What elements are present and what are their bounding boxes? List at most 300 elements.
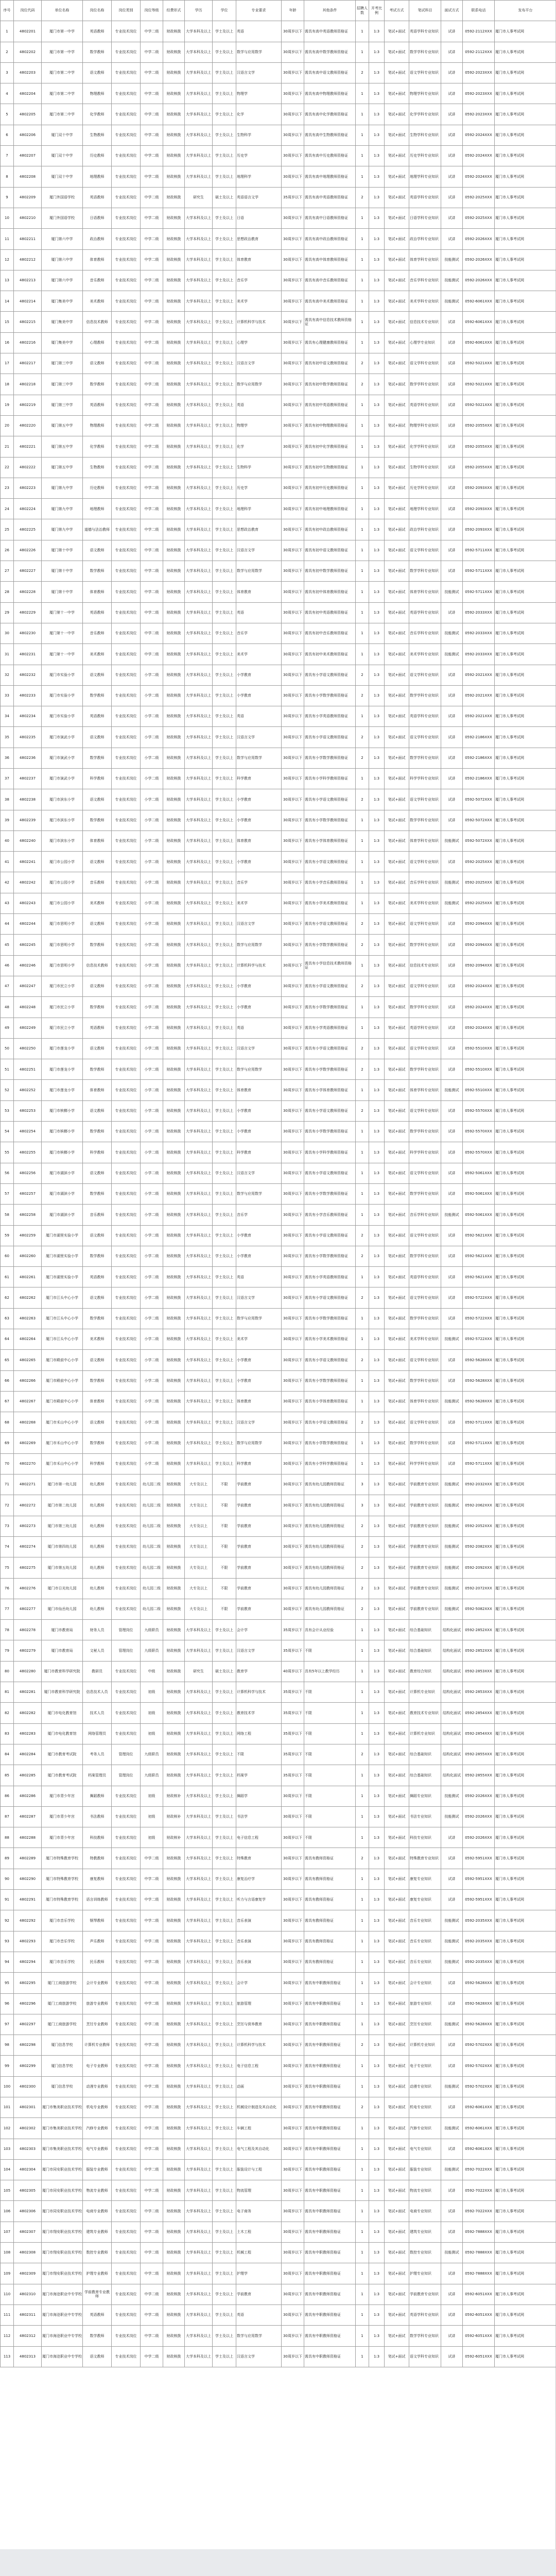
table-cell[interactable]: 厦门信息学校 xyxy=(42,2035,83,2056)
table-cell[interactable]: 音乐学科专业知识 xyxy=(409,623,441,643)
table-cell[interactable]: 财政核拨 xyxy=(163,685,185,706)
table-cell[interactable]: 需具有中职教师资格证 xyxy=(304,2326,356,2346)
table-cell[interactable]: 厦门市人事考试网 xyxy=(495,2159,556,2180)
table-cell[interactable]: 笔试+面试 xyxy=(385,810,409,831)
table-cell[interactable]: 中学二级 xyxy=(141,2118,163,2139)
table-cell[interactable]: 0592-2093XXX xyxy=(463,499,495,519)
table-cell[interactable]: 大学本科及以上 xyxy=(185,1433,213,1453)
table-cell[interactable]: 专业技术岗位 xyxy=(112,1703,141,1723)
table-cell[interactable]: 学士及以上 xyxy=(213,42,236,62)
table-cell[interactable]: 笔试+面试 xyxy=(385,2304,409,2325)
table-cell[interactable]: 生物科学 xyxy=(236,125,282,145)
table-cell[interactable]: 语文学科专业知识 xyxy=(409,62,441,83)
table-cell[interactable]: 英语教师 xyxy=(83,602,112,623)
table-cell[interactable]: 厦门市滨东小学 xyxy=(42,831,83,851)
header-cell[interactable]: 岗位类别 xyxy=(112,1,141,21)
table-cell[interactable]: 1 xyxy=(356,2326,369,2346)
table-cell[interactable]: 不限 xyxy=(213,1599,236,1619)
table-cell[interactable]: 学士及以上 xyxy=(213,1100,236,1121)
table-cell[interactable]: 专业技术岗位 xyxy=(112,1599,141,1619)
table-cell[interactable]: 学士及以上 xyxy=(213,872,236,893)
table-cell[interactable]: 财政核拨 xyxy=(163,2180,185,2201)
table-cell[interactable]: 财政核拨 xyxy=(163,1599,185,1619)
table-cell[interactable]: 小学二级 xyxy=(141,1100,163,1121)
table-cell[interactable]: 厦门市音乐学校 xyxy=(42,1952,83,1972)
table-cell[interactable]: 4802251 xyxy=(14,1059,42,1080)
table-cell[interactable]: 厦门市人事考试网 xyxy=(495,1931,556,1952)
table-cell[interactable]: 笔试+面试 xyxy=(385,582,409,602)
table-cell[interactable]: 化学 xyxy=(236,436,282,457)
table-cell[interactable]: 学士及以上 xyxy=(213,1703,236,1723)
table-cell[interactable]: 中学二级 xyxy=(141,2326,163,2346)
table-cell[interactable]: 笔试+面试 xyxy=(385,104,409,125)
table-cell[interactable]: 中学二级 xyxy=(141,83,163,104)
table-cell[interactable]: 生物学科专业知识 xyxy=(409,125,441,145)
table-cell[interactable]: 音乐学科专业知识 xyxy=(409,270,441,291)
table-cell[interactable]: 厦门市禾山中心小学 xyxy=(42,1453,83,1474)
table-cell[interactable]: 语文教师 xyxy=(83,1225,112,1246)
table-cell[interactable]: 财政核拨 xyxy=(163,1433,185,1453)
table-cell[interactable]: 财政核拨 xyxy=(163,1931,185,1952)
table-cell[interactable]: 专业技术岗位 xyxy=(112,2056,141,2076)
table-cell[interactable]: 专业技术岗位 xyxy=(112,2263,141,2284)
table-cell[interactable]: 财政核拨 xyxy=(163,540,185,561)
table-cell[interactable]: 试讲 xyxy=(441,2222,463,2242)
table-cell[interactable]: 厦门市思明小学 xyxy=(42,935,83,955)
table-cell[interactable]: 108 xyxy=(1,2243,14,2263)
table-cell[interactable]: 财政核拨 xyxy=(163,332,185,353)
table-cell[interactable]: 0592-2854XXX xyxy=(463,1703,495,1723)
table-cell[interactable]: 厦门市人事考试网 xyxy=(495,1620,556,1640)
table-cell[interactable]: 需具有小学数学教师资格证 xyxy=(304,685,356,706)
table-cell[interactable]: 30周岁以下 xyxy=(282,602,304,623)
table-cell[interactable]: 厦门市翔安职业技术学校 xyxy=(42,2222,83,2242)
table-cell[interactable]: 1 xyxy=(356,1993,369,2014)
header-cell[interactable]: 考试方式 xyxy=(385,1,409,21)
table-cell[interactable]: 试讲 xyxy=(441,2035,463,2056)
table-cell[interactable]: 学士及以上 xyxy=(213,208,236,228)
table-cell[interactable]: 小学二级 xyxy=(141,893,163,913)
table-cell[interactable]: 0592-2852XXX xyxy=(463,1620,495,1640)
table-cell[interactable]: 大学本科及以上 xyxy=(185,374,213,395)
table-cell[interactable]: 技能测试 xyxy=(441,2014,463,2035)
header-cell[interactable]: 年龄 xyxy=(282,1,304,21)
table-cell[interactable]: 小学二级 xyxy=(141,1308,163,1329)
table-cell[interactable]: 厦门市江头中心小学 xyxy=(42,1287,83,1308)
table-cell[interactable]: 1 xyxy=(356,1080,369,1100)
table-cell[interactable]: 科技教师 xyxy=(83,1827,112,1848)
table-cell[interactable]: 厦门市演武小学 xyxy=(42,727,83,748)
table-cell[interactable]: 0592-2025XXX xyxy=(463,852,495,872)
table-cell[interactable]: 学士及以上 xyxy=(213,768,236,789)
table-cell[interactable]: 笔试+面试 xyxy=(385,2014,409,2035)
table-cell[interactable]: 厦门市人事考试网 xyxy=(495,436,556,457)
table-cell[interactable]: 技能测试 xyxy=(441,1806,463,1827)
table-cell[interactable]: 0592-2023XXX xyxy=(463,62,495,83)
table-cell[interactable]: 厦门市人事考试网 xyxy=(495,125,556,145)
table-cell[interactable]: 学士及以上 xyxy=(213,1827,236,1848)
table-cell[interactable]: 笔试+面试 xyxy=(385,1308,409,1329)
table-cell[interactable]: 音乐学科专业知识 xyxy=(409,1205,441,1225)
table-cell[interactable]: 中学二级 xyxy=(141,1952,163,1972)
header-cell[interactable]: 岗位代码 xyxy=(14,1,42,21)
table-cell[interactable]: 1:3 xyxy=(369,2346,385,2367)
table-cell[interactable]: 厦门市人事考试网 xyxy=(495,789,556,810)
table-cell[interactable]: 幼儿园二级 xyxy=(141,1557,163,1578)
table-cell[interactable]: 财政核拨 xyxy=(163,1910,185,1931)
table-cell[interactable]: 30周岁以下 xyxy=(282,2243,304,2263)
table-cell[interactable]: 幼儿教师 xyxy=(83,1599,112,1619)
table-cell[interactable]: 学士及以上 xyxy=(213,1952,236,1972)
table-cell[interactable]: 学士及以上 xyxy=(213,2304,236,2325)
table-cell[interactable]: 学士及以上 xyxy=(213,229,236,249)
table-cell[interactable]: 需具有小学英语教师资格证 xyxy=(304,1018,356,1038)
table-cell[interactable]: 1:3 xyxy=(369,1931,385,1952)
table-cell[interactable]: 大学本科及以上 xyxy=(185,1287,213,1308)
table-cell[interactable]: 笔试+面试 xyxy=(385,166,409,187)
table-cell[interactable]: 中学二级 xyxy=(141,2139,163,2159)
table-cell[interactable]: 4802229 xyxy=(14,602,42,623)
table-cell[interactable]: 30周岁以下 xyxy=(282,395,304,415)
table-cell[interactable]: 中学二级 xyxy=(141,2014,163,2035)
table-cell[interactable]: 0592-5628XXX xyxy=(463,1370,495,1391)
table-cell[interactable]: 幼儿教师 xyxy=(83,1475,112,1495)
table-cell[interactable]: 试讲 xyxy=(441,810,463,831)
table-cell[interactable]: 小学二级 xyxy=(141,1433,163,1453)
table-cell[interactable]: 厦门市人事考试网 xyxy=(495,2139,556,2159)
table-cell[interactable]: 0592-2112XXX xyxy=(463,21,495,42)
table-cell[interactable]: 厦门市人事考试网 xyxy=(495,415,556,436)
table-cell[interactable]: 30周岁以下 xyxy=(282,2201,304,2222)
table-cell[interactable]: 4802252 xyxy=(14,1080,42,1100)
table-cell[interactable]: 需具有小学数学教师资格证 xyxy=(304,1308,356,1329)
table-cell[interactable]: 1 xyxy=(356,831,369,851)
table-cell[interactable]: 4802260 xyxy=(14,1246,42,1266)
table-cell[interactable]: 大学本科及以上 xyxy=(185,602,213,623)
table-cell[interactable]: 结构化面试 xyxy=(441,1703,463,1723)
table-cell[interactable]: 30周岁以下 xyxy=(282,540,304,561)
table-cell[interactable]: 厦门市人事考试网 xyxy=(495,1703,556,1723)
table-cell[interactable]: 30周岁以下 xyxy=(282,2118,304,2139)
table-cell[interactable]: 厦门市第二中学 xyxy=(42,62,83,83)
table-cell[interactable]: 笔试+面试 xyxy=(385,1620,409,1640)
table-cell[interactable]: 网络工程 xyxy=(236,1723,282,1744)
table-cell[interactable]: 笔试+面试 xyxy=(385,249,409,270)
table-cell[interactable]: 试讲 xyxy=(441,21,463,42)
table-cell[interactable]: 笔试+面试 xyxy=(385,146,409,166)
table-cell[interactable]: 试讲 xyxy=(441,499,463,519)
table-cell[interactable]: 30周岁以下 xyxy=(282,1495,304,1516)
table-cell[interactable]: 语文教师 xyxy=(83,1100,112,1121)
table-cell[interactable]: 1 xyxy=(356,1620,369,1640)
table-cell[interactable]: 小学二级 xyxy=(141,1080,163,1100)
table-cell[interactable]: 0592-2021XXX xyxy=(463,706,495,727)
table-cell[interactable]: 厦门市人事考试网 xyxy=(495,270,556,291)
table-cell[interactable]: 1:3 xyxy=(369,1723,385,1744)
table-cell[interactable]: 大学本科及以上 xyxy=(185,935,213,955)
table-cell[interactable]: 试讲 xyxy=(441,1038,463,1059)
table-cell[interactable]: 美术学 xyxy=(236,1329,282,1350)
table-cell[interactable]: 30周岁以下 xyxy=(282,1890,304,1910)
table-cell[interactable]: 专业技术岗位 xyxy=(112,540,141,561)
table-cell[interactable]: 厦门第十中学 xyxy=(42,540,83,561)
table-cell[interactable]: 财政核拨 xyxy=(163,2326,185,2346)
table-cell[interactable]: 2 xyxy=(356,353,369,374)
table-cell[interactable]: 1 xyxy=(356,602,369,623)
table-cell[interactable]: 需具有小学数学教师资格证 xyxy=(304,1059,356,1080)
table-cell[interactable]: 4802219 xyxy=(14,395,42,415)
table-cell[interactable]: 0592-5711XXX xyxy=(463,582,495,602)
table-cell[interactable]: 物理学科专业知识 xyxy=(409,83,441,104)
table-cell[interactable]: 笔试+面试 xyxy=(385,1993,409,2014)
table-cell[interactable]: 试讲 xyxy=(441,1453,463,1474)
table-cell[interactable]: 需具有高中英语教师资格证 xyxy=(304,21,356,42)
table-cell[interactable]: 硕士及以上 xyxy=(213,187,236,208)
table-cell[interactable]: 学士及以上 xyxy=(213,1038,236,1059)
table-cell[interactable]: 需具有教师资格证 xyxy=(304,1910,356,1931)
table-cell[interactable]: 35周岁以下 xyxy=(282,1682,304,1703)
table-cell[interactable]: 数学学科专业知识 xyxy=(409,2326,441,2346)
table-cell[interactable]: 笔试+面试 xyxy=(385,1910,409,1931)
table-cell[interactable]: 专业技术岗位 xyxy=(112,1059,141,1080)
table-cell[interactable]: 学士及以上 xyxy=(213,1786,236,1806)
table-cell[interactable]: 30周岁以下 xyxy=(282,665,304,685)
table-cell[interactable]: 4802205 xyxy=(14,104,42,125)
table-cell[interactable]: 需具有高中体育教师资格证 xyxy=(304,249,356,270)
table-cell[interactable]: 美术学科专业知识 xyxy=(409,893,441,913)
table-cell[interactable]: 30周岁以下 xyxy=(282,623,304,643)
table-cell[interactable]: 中学二级 xyxy=(141,478,163,498)
table-cell[interactable]: 化学教师 xyxy=(83,436,112,457)
table-cell[interactable]: 73 xyxy=(1,1516,14,1536)
table-cell[interactable]: 30周岁以下 xyxy=(282,893,304,913)
table-cell[interactable]: 厦门市人事考试网 xyxy=(495,1329,556,1350)
table-cell[interactable]: 语文教师 xyxy=(83,852,112,872)
table-cell[interactable]: 笔试+面试 xyxy=(385,312,409,332)
table-cell[interactable]: 财政核拨 xyxy=(163,374,185,395)
table-cell[interactable]: 物流管理 xyxy=(236,2180,282,2201)
table-cell[interactable]: 0592-2055XXX xyxy=(463,457,495,478)
table-cell[interactable]: 体育教育 xyxy=(236,1391,282,1412)
table-cell[interactable]: 0592-5628XXX xyxy=(463,1350,495,1370)
table-cell[interactable]: 0592-2026XXX xyxy=(463,1806,495,1827)
table-cell[interactable]: 1:3 xyxy=(369,935,385,955)
table-cell[interactable]: 厦门市湖里实验小学 xyxy=(42,1267,83,1287)
table-cell[interactable]: 厦门市人事考试网 xyxy=(495,2014,556,2035)
table-cell[interactable]: 学士及以上 xyxy=(213,291,236,312)
table-cell[interactable]: 地理科学 xyxy=(236,166,282,187)
table-cell[interactable]: 4802215 xyxy=(14,312,42,332)
table-cell[interactable]: 学士及以上 xyxy=(213,1122,236,1142)
table-cell[interactable]: 体育学科专业知识 xyxy=(409,249,441,270)
table-cell[interactable]: 0592-5570XXX xyxy=(463,1122,495,1142)
table-cell[interactable]: 化学教师 xyxy=(83,104,112,125)
table-cell[interactable]: 专业技术岗位 xyxy=(112,1225,141,1246)
table-cell[interactable]: 综合基础知识 xyxy=(409,1640,441,1661)
table-cell[interactable]: 专业技术岗位 xyxy=(112,499,141,519)
table-cell[interactable]: 需具有幼儿园教师资格证 xyxy=(304,1578,356,1599)
table-cell[interactable]: 历史学科专业知识 xyxy=(409,478,441,498)
table-cell[interactable]: 财政核拨 xyxy=(163,1018,185,1038)
table-cell[interactable]: 0592-2033XXX xyxy=(463,644,495,665)
table-cell[interactable]: 数学学科专业知识 xyxy=(409,1246,441,1266)
table-cell[interactable]: 30周岁以下 xyxy=(282,1993,304,2014)
table-cell[interactable]: 电子商务 xyxy=(236,2201,282,2222)
table-cell[interactable]: 大学本科及以上 xyxy=(185,2097,213,2117)
table-cell[interactable]: 1 xyxy=(356,1453,369,1474)
header-cell[interactable]: 经费形式 xyxy=(163,1,185,21)
table-cell[interactable]: 1 xyxy=(356,1931,369,1952)
table-cell[interactable]: 大学本科及以上 xyxy=(185,332,213,353)
table-cell[interactable]: 1:3 xyxy=(369,187,385,208)
table-cell[interactable]: 2 xyxy=(356,1246,369,1266)
table-cell[interactable]: 0592-5072XXX xyxy=(463,810,495,831)
table-cell[interactable]: 需具有初中地理教师资格证 xyxy=(304,499,356,519)
table-cell[interactable]: 厦门市槟榔小学 xyxy=(42,1142,83,1163)
table-cell[interactable]: 汉语言文学 xyxy=(236,540,282,561)
table-cell[interactable]: 财政核拨 xyxy=(163,62,185,83)
table-cell[interactable]: 厦门市人事考试网 xyxy=(495,312,556,332)
table-cell[interactable]: 数学学科专业知识 xyxy=(409,561,441,582)
table-cell[interactable]: 小学教育 xyxy=(236,976,282,996)
table-cell[interactable]: 大学本科及以上 xyxy=(185,1412,213,1433)
table-cell[interactable]: 中学二级 xyxy=(141,270,163,291)
table-cell[interactable]: 64 xyxy=(1,1329,14,1350)
table-cell[interactable]: 计算机专业知识 xyxy=(409,2035,441,2056)
table-cell[interactable]: 17 xyxy=(1,353,14,374)
table-cell[interactable]: 计算机科学与技术 xyxy=(236,312,282,332)
table-cell[interactable]: 数控专业教师 xyxy=(83,2243,112,2263)
table-cell[interactable]: 0592-7022XXX xyxy=(463,2159,495,2180)
table-cell[interactable]: 厦门市思明小学 xyxy=(42,955,83,976)
table-cell[interactable]: 笔试+面试 xyxy=(385,1225,409,1246)
table-cell[interactable]: 学士及以上 xyxy=(213,789,236,810)
table-cell[interactable]: 试讲 xyxy=(441,125,463,145)
table-cell[interactable]: 信息技术教师 xyxy=(83,955,112,976)
table-cell[interactable]: 技能测试 xyxy=(441,1329,463,1350)
table-cell[interactable]: 学士及以上 xyxy=(213,914,236,935)
table-cell[interactable]: 专业技术岗位 xyxy=(112,1391,141,1412)
table-cell[interactable]: 专业技术岗位 xyxy=(112,1100,141,1121)
table-cell[interactable]: 技能测试 xyxy=(441,1557,463,1578)
table-cell[interactable]: 中学二级 xyxy=(141,208,163,228)
table-cell[interactable]: 学士及以上 xyxy=(213,125,236,145)
table-cell[interactable]: 1 xyxy=(356,852,369,872)
table-cell[interactable]: 试讲 xyxy=(441,1370,463,1391)
table-cell[interactable]: 4802269 xyxy=(14,1433,42,1453)
table-cell[interactable]: 厦门市人事考试网 xyxy=(495,21,556,42)
table-cell[interactable]: 数学教师 xyxy=(83,1183,112,1204)
table-cell[interactable]: 需具有中职教师资格证 xyxy=(304,2076,356,2097)
table-cell[interactable]: 0592-2186XXX xyxy=(463,727,495,748)
table-cell[interactable]: 30周岁以下 xyxy=(282,353,304,374)
table-cell[interactable]: 厦门市人事考试网 xyxy=(495,229,556,249)
table-cell[interactable]: 学士及以上 xyxy=(213,1890,236,1910)
table-cell[interactable]: 专业技术岗位 xyxy=(112,1453,141,1474)
table-cell[interactable]: 初级 xyxy=(141,1786,163,1806)
table-cell[interactable]: 专业技术岗位 xyxy=(112,42,141,62)
table-cell[interactable]: 2 xyxy=(356,665,369,685)
table-cell[interactable]: 生物教师 xyxy=(83,125,112,145)
table-cell[interactable]: 30周岁以下 xyxy=(282,935,304,955)
table-cell[interactable]: 56 xyxy=(1,1163,14,1183)
table-cell[interactable]: 30周岁以下 xyxy=(282,1122,304,1142)
table-cell[interactable]: 幼儿教师 xyxy=(83,1495,112,1516)
table-cell[interactable]: 试讲 xyxy=(441,1100,463,1121)
table-cell[interactable]: 中学二级 xyxy=(141,2222,163,2242)
table-cell[interactable]: 语言训练教师 xyxy=(83,1890,112,1910)
table-cell[interactable]: 1 xyxy=(356,229,369,249)
table-cell[interactable]: 4802210 xyxy=(14,208,42,228)
table-cell[interactable]: 财政核补 xyxy=(163,1806,185,1827)
table-cell[interactable]: 30周岁以下 xyxy=(282,976,304,996)
table-cell[interactable]: 1:3 xyxy=(369,1391,385,1412)
table-cell[interactable]: 1 xyxy=(356,2263,369,2284)
table-cell[interactable]: 厦门市人事考试网 xyxy=(495,291,556,312)
table-cell[interactable]: 服装专业教师 xyxy=(83,2159,112,2180)
table-cell[interactable]: 专业技术岗位 xyxy=(112,1495,141,1516)
table-cell[interactable]: 1:3 xyxy=(369,2263,385,2284)
table-cell[interactable]: 财政核拨 xyxy=(163,1536,185,1557)
table-cell[interactable]: 77 xyxy=(1,1599,14,1619)
table-cell[interactable]: 财政核拨 xyxy=(163,1163,185,1183)
table-cell[interactable]: 财政核拨 xyxy=(163,1578,185,1599)
table-cell[interactable]: 试讲 xyxy=(441,602,463,623)
table-cell[interactable]: 幼儿园二级 xyxy=(141,1536,163,1557)
table-cell[interactable]: 需具有初中化学教师资格证 xyxy=(304,436,356,457)
table-cell[interactable]: 数学教师 xyxy=(83,561,112,582)
table-cell[interactable]: 厦门市人事考试网 xyxy=(495,602,556,623)
table-cell[interactable]: 笔试+面试 xyxy=(385,1122,409,1142)
table-cell[interactable]: 2 xyxy=(356,1578,369,1599)
table-cell[interactable]: 1:3 xyxy=(369,208,385,228)
table-cell[interactable]: 1:3 xyxy=(369,1827,385,1848)
table-cell[interactable]: 综合基础知识 xyxy=(409,1765,441,1786)
table-cell[interactable]: 厦门市人事考试网 xyxy=(495,1723,556,1744)
table-cell[interactable]: 厦门第十一中学 xyxy=(42,602,83,623)
table-cell[interactable]: 财政核拨 xyxy=(163,831,185,851)
table-cell[interactable]: 20 xyxy=(1,415,14,436)
table-cell[interactable]: 需具有小学数学教师资格证 xyxy=(304,1433,356,1453)
table-cell[interactable]: 试讲 xyxy=(441,1225,463,1246)
table-cell[interactable]: 数学教师 xyxy=(83,1433,112,1453)
table-cell[interactable]: 30周岁以下 xyxy=(282,1329,304,1350)
table-cell[interactable]: 大学本科及以上 xyxy=(185,2222,213,2242)
table-cell[interactable]: 厦门双十中学 xyxy=(42,146,83,166)
table-cell[interactable]: 学前教育 xyxy=(236,1495,282,1516)
table-cell[interactable]: 初级 xyxy=(141,1723,163,1744)
table-cell[interactable]: 试讲 xyxy=(441,104,463,125)
table-cell[interactable]: 学士及以上 xyxy=(213,1931,236,1952)
table-cell[interactable]: 85 xyxy=(1,1765,14,1786)
table-cell[interactable]: 1 xyxy=(356,2304,369,2325)
table-cell[interactable]: 厦门市人事考试网 xyxy=(495,499,556,519)
table-cell[interactable]: 4802275 xyxy=(14,1557,42,1578)
header-cell[interactable]: 笔试科目 xyxy=(409,1,441,21)
table-cell[interactable]: 财政核拨 xyxy=(163,270,185,291)
table-cell[interactable]: 财政核拨 xyxy=(163,2118,185,2139)
table-cell[interactable]: 体育教师 xyxy=(83,831,112,851)
table-cell[interactable]: 0592-5061XXX xyxy=(463,1183,495,1204)
table-cell[interactable]: 专业技术岗位 xyxy=(112,1308,141,1329)
table-cell[interactable]: 历史学 xyxy=(236,146,282,166)
table-cell[interactable]: 学士及以上 xyxy=(213,602,236,623)
table-cell[interactable]: 中学二级 xyxy=(141,2284,163,2304)
table-cell[interactable]: 30周岁以下 xyxy=(282,955,304,976)
table-cell[interactable]: 厦门市人事考试网 xyxy=(495,2326,556,2346)
table-cell[interactable]: 小学教育 xyxy=(236,1225,282,1246)
table-cell[interactable]: 厦门市人事考试网 xyxy=(495,1246,556,1266)
